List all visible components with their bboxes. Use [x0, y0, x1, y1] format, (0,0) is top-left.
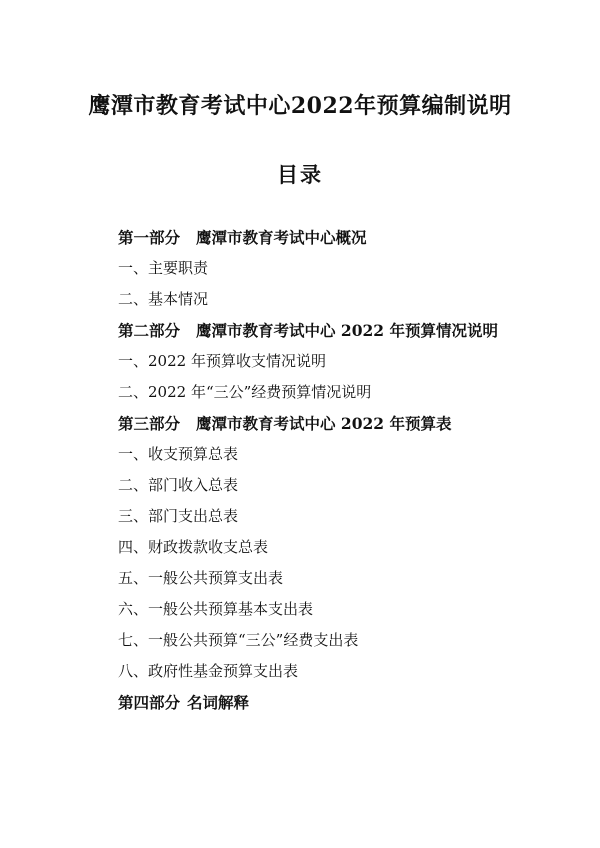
toc-item: 二、部门收入总表	[118, 476, 239, 494]
toc-part-3	[118, 408, 558, 439]
toc-item: 一、主要职责	[118, 259, 209, 277]
toc-part-label: 第三部分	[118, 414, 181, 433]
toc-item: 四、财政拨款收支总表	[118, 538, 269, 556]
toc-part-label: 第二部分	[118, 321, 181, 340]
toc-part-1	[118, 222, 558, 253]
toc-part-text: 鹰潭市教育考试中心 2022 年预算表	[196, 414, 452, 433]
toc-part-text: 鹰潭市教育考试中心 2022 年预算情况说明	[196, 321, 498, 340]
toc-item: 一、2022 年预算收支情况说明	[118, 352, 326, 370]
document-title: 鹰潭市教育考试中心2022年预算编制说明	[88, 93, 512, 119]
toc-item: 一、收支预算总表	[118, 445, 239, 463]
toc-item: 五、一般公共预算支出表	[118, 569, 284, 587]
toc-item: 八、政府性基金预算支出表	[118, 662, 299, 680]
toc-item: 二、基本情况	[118, 290, 209, 308]
toc-part-label: 第四部分	[118, 693, 181, 712]
toc-part-2	[118, 315, 558, 346]
toc-part-text: 鹰潭市教育考试中心概况	[196, 228, 367, 247]
toc-part-4	[118, 687, 558, 718]
toc-item: 三、部门支出总表	[118, 507, 239, 525]
table-of-contents	[118, 222, 558, 718]
toc-item: 七、一般公共预算“三公”经费支出表	[118, 631, 359, 649]
toc-part-text: 名词解释	[187, 693, 250, 712]
toc-item: 六、一般公共预算基本支出表	[118, 600, 314, 618]
toc-heading: 目录	[277, 162, 323, 187]
toc-item: 二、2022 年“三公”经费预算情况说明	[118, 383, 372, 401]
toc-part-label: 第一部分	[118, 228, 181, 247]
